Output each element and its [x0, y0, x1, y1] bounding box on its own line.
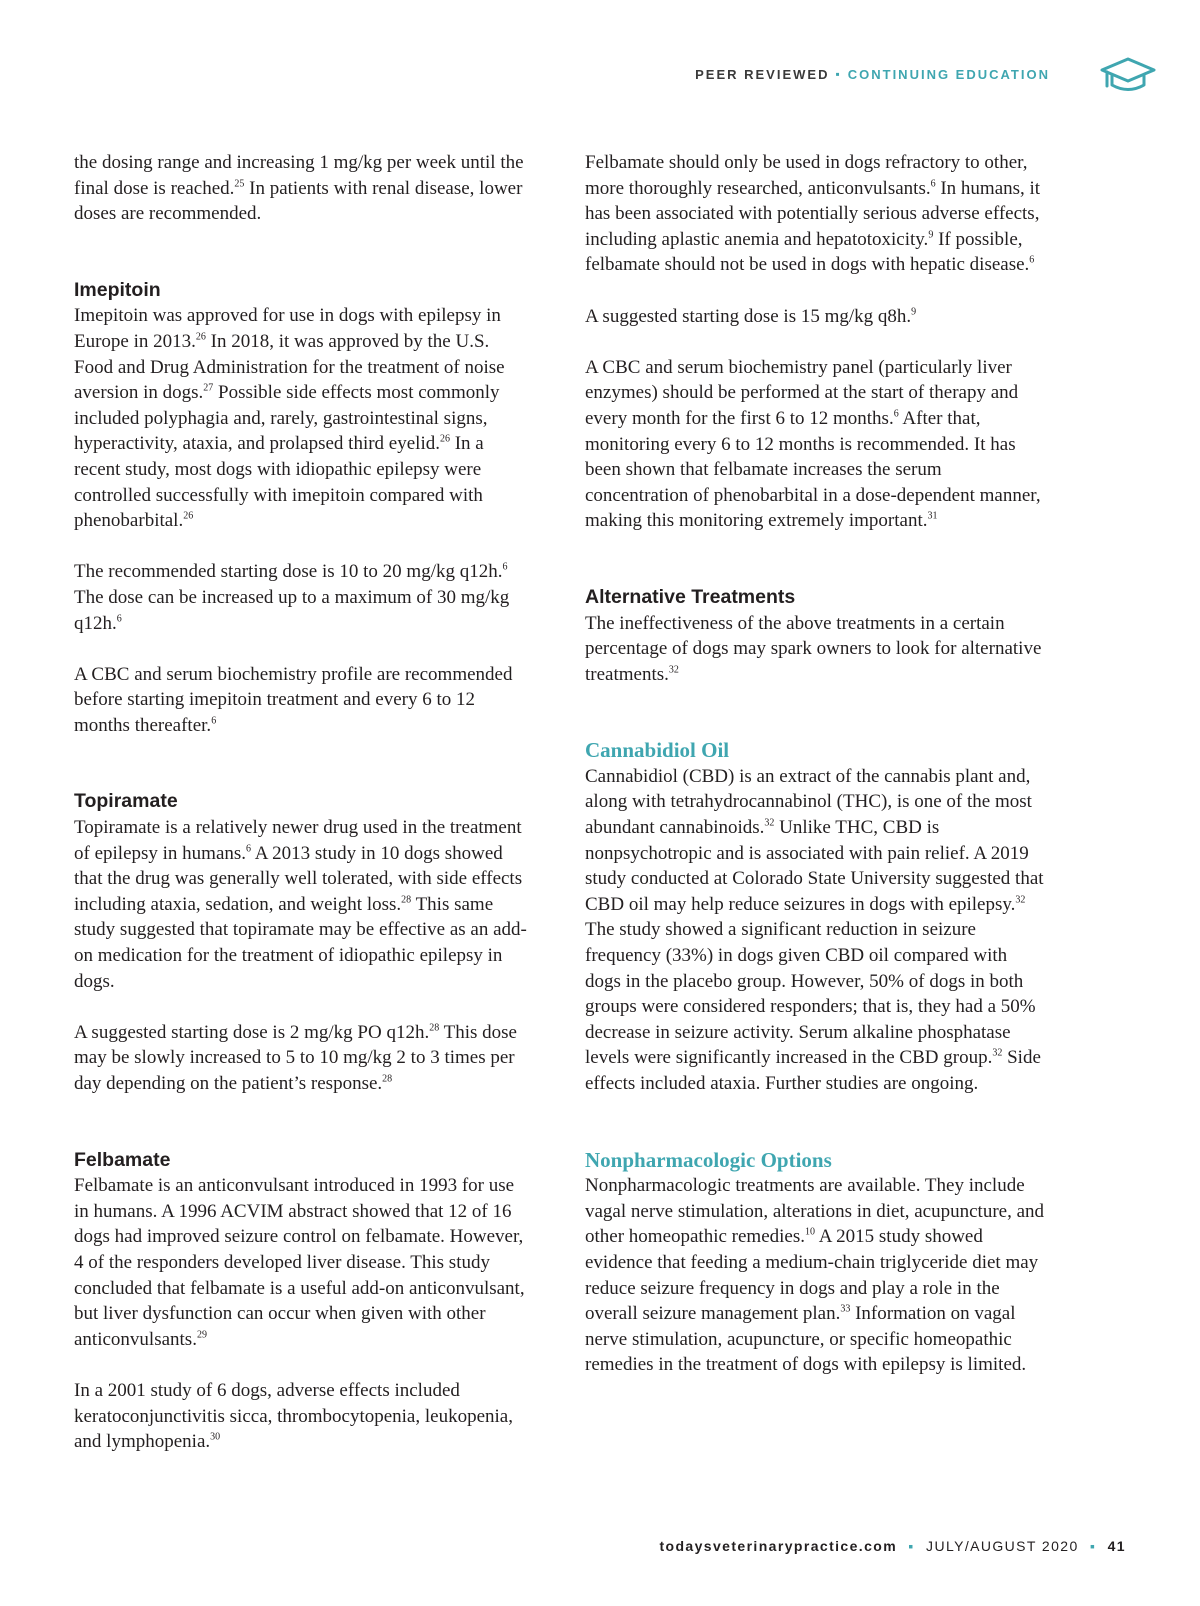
footer-separator: ▪ [1089, 1538, 1097, 1554]
paragraph: A suggested starting dose is 2 mg/kg PO q12h.$^{28}$ This dose may be slowly increased to 5 to 10 mg/kg 2 to 3 times per day depending on the patient’s response.$^{28}$ [74, 1021, 517, 1094]
section-heading-felbamate: Felbamate [74, 1148, 171, 1171]
paragraph: Imepitoin was approved for use in dogs with epilepsy in Europe in 2013.26 In 2018, it was approved by the U.S. Food and Drug Administration for the treatment of noise aversion in dogs.$^{27}$ Possible side effects most commonly included polyphagia and, rarely, gastrointestinal signs, hyperactivity, ataxia, and prolapsed third eyelid.$^{26}$ In a recent study, most dogs with idiopathic epilepsy were controlled successfully with imepitoin compared with phenobarbital.$^{26}$ [74, 305, 505, 532]
subheading-nonpharmacologic-options: Nonpharmacologic Options [585, 1147, 832, 1172]
paragraph: In a 2001 study of 6 dogs, adverse effects included keratoconjunctivitis sicca, thrombocytopenia, leukopenia, and lymphopenia.$^{30}$ [74, 1379, 513, 1453]
continuing-education-label: CONTINUING EDUCATION [847, 66, 1050, 82]
paragraph: Topiramate is a relatively newer drug used in the treatment of epilepsy in humans.$^6$ A 2013 study in 10 dogs showed that the drug was generally well tolerated, with side effects including ataxia, sedation, and weight loss.$^{28}$ This same study suggested that topiramate may be effective as an add-on medication for the treatment of idiopathic epilepsy in dogs. [74, 817, 527, 992]
issue-date: JULY/AUGUST 2020 [926, 1538, 1079, 1554]
graduation-cap-icon [1100, 56, 1156, 94]
paragraph: A CBC and serum biochemistry profile are recommended before starting imepitoin treatment and every 6 to 12 months thereafter.$^6$ [74, 663, 513, 736]
paragraph: A suggested starting dose is 15 mg/kg q8h.$^9$ [585, 305, 917, 327]
page-number: 41 [1107, 1538, 1126, 1554]
paragraph: The ineffectiveness of the above treatments in a certain percentage of dogs may spark owners to look for alternative treatments.$^{32}$ [585, 612, 1042, 685]
paragraph: Felbamate should only be used in dogs refractory to other, more thoroughly researched, anticonvulsants.$^6$ In humans, it has been associated with potentially serious adverse effects, including aplastic anemia and hepatotoxicity.$^9$ If possible, felbamate should not be used in dogs with hepatic disease.$^6$ [585, 152, 1041, 276]
section-heading-alternative-treatments: Alternative Treatments [585, 585, 796, 608]
footer-separator: ▪ [908, 1538, 915, 1554]
right-column [585, 150, 1045, 1404]
section-heading-imepitoin: Imepitoin [74, 278, 161, 301]
paragraph: A CBC and serum biochemistry panel (particularly liver enzymes) should be performed at the start of therapy and every month for the first 6 to 12 months.$^6$ After that, monitoring every 6 to 12 months is recommended. It has been shown that felbamate increases the serum concentration of phenobarbital in a dose-dependent manner, making this monitoring extremely important.$^{31}$ [585, 356, 1041, 532]
section-heading-topiramate: Topiramate [74, 790, 178, 813]
paragraph: the dosing range and increasing 1 mg/kg per week until the final dose is reached.$^{25}$ In patients with renal disease, lower doses are recommended. [74, 152, 524, 225]
paragraph: Nonpharmacologic treatments are available. They include vagal nerve stimulation, alterations in diet, acupuncture, and other homeopathic remedies.$^{10}$ A 2015 study showed evidence that feeding a medium-chain triglyceride diet may reduce seizure frequency in dogs and play a role in the overall seizure management plan.$^{33}$ Information on vagal nerve stimulation, acupuncture, or specific homeopathic remedies in the treatment of dogs with epilepsy is limited. [585, 1175, 1045, 1376]
website-link[interactable]: todaysveterinarypractice.com [659, 1538, 898, 1554]
paragraph: Felbamate is an anticonvulsant introduced in 1993 for use in humans. A 1996 ACVIM abstract showed that 12 of 16 dogs had improved seizure control on felbamate. However, 4 of the responders developed liver disease. This study concluded that felbamate is a useful add-on anticonvulsant, but liver dysfunction can occur when given with other anticonvulsants.$^{29}$ [74, 1175, 525, 1350]
paragraph: The recommended starting dose is 10 to 20 mg/kg q12h.$^6$ The dose can be increased up to a maximum of 30 mg/kg q12h.$^6$ [74, 561, 510, 634]
running-footer [659, 1538, 1126, 1554]
paragraph: Cannabidiol (CBD) is an extract of the cannabis plant and, along with tetrahydrocannabinol (THC), is one of the most abundant cannabinoids.$^{32}$ Unlike THC, CBD is nonpsychotropic and is associated with pain relief. A 2019 study conducted at Colorado State University suggested that CBD oil may help reduce seizures in dogs with epilepsy.$^{32}$ The study showed a significant reduction in seizure frequency (33%) in dogs given CBD oil compared with dogs in the placebo group. However, 50% of dogs in both groups were considered responders; that is, they had a 50% decrease in seizure activity. Serum alkaline phosphatase levels were significantly increased in the CBD group.$^{32}$ Side effects included ataxia. Further studies are ongoing. [585, 765, 1044, 1094]
subheading-cannabidiol-oil: Cannabidiol Oil [585, 738, 730, 763]
running-header [695, 66, 1050, 82]
header-separator: ▪ [835, 67, 842, 81]
peer-reviewed-label: PEER REVIEWED [695, 66, 830, 82]
left-column [74, 150, 528, 1480]
